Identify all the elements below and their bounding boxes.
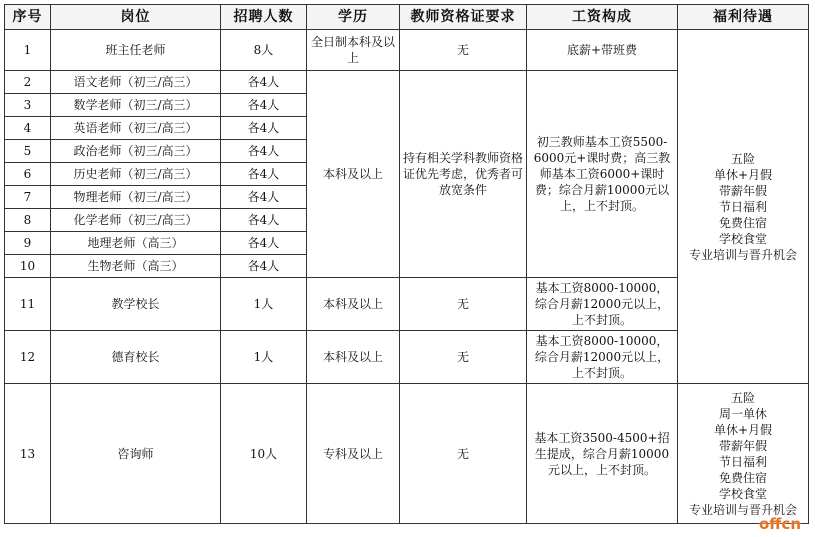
cell-education: 本科及以上 [307, 331, 400, 384]
cell-salary: 基本工资8000-10000，综合月薪12000元以上，上不封顶。 [527, 331, 678, 384]
welfare-item: 节日福利 [718, 199, 767, 214]
header-certificate: 教师资格证要求 [400, 5, 527, 30]
cell-count: 各4人 [221, 117, 307, 140]
cell-seq: 10 [5, 255, 51, 278]
cell-seq: 7 [5, 186, 51, 209]
welfare-item: 学校食堂 [718, 231, 767, 246]
cell-seq: 6 [5, 163, 51, 186]
table-row [5, 30, 809, 71]
cell-count: 8人 [221, 30, 307, 71]
cell-education: 全日制本科及以上 [307, 30, 400, 71]
cell-position: 政治老师（初三/高三） [51, 140, 221, 163]
cell-seq: 4 [5, 117, 51, 140]
header-position: 岗位 [51, 5, 221, 30]
watermark-logo: offcn [758, 515, 801, 533]
cell-position: 班主任老师 [51, 30, 221, 71]
welfare-item: 免费住宿 [718, 470, 767, 485]
cell-certificate: 无 [400, 30, 527, 71]
cell-position: 生物老师（高三） [51, 255, 221, 278]
cell-count: 各4人 [221, 186, 307, 209]
cell-position: 语文老师（初三/高三） [51, 71, 221, 94]
cell-seq: 5 [5, 140, 51, 163]
recruitment-table [4, 4, 809, 524]
cell-welfare-b [678, 384, 809, 524]
cell-count: 各4人 [221, 232, 307, 255]
cell-seq: 11 [5, 278, 51, 331]
cell-seq: 3 [5, 94, 51, 117]
cell-position: 德育校长 [51, 331, 221, 384]
cell-count: 各4人 [221, 255, 307, 278]
cell-position: 化学老师（初三/高三） [51, 209, 221, 232]
welfare-list-b [681, 390, 805, 518]
cell-position: 物理老师（初三/高三） [51, 186, 221, 209]
cell-count: 各4人 [221, 209, 307, 232]
welfare-item: 专业培训与晋升机会 [688, 247, 797, 262]
welfare-item: 五险 [730, 151, 755, 166]
welfare-item: 带薪年假 [718, 438, 767, 453]
cell-count: 1人 [221, 331, 307, 384]
cell-position: 教学校长 [51, 278, 221, 331]
cell-count: 10人 [221, 384, 307, 524]
welfare-item: 周一单休 [718, 406, 767, 421]
cell-seq: 8 [5, 209, 51, 232]
cell-count: 各4人 [221, 163, 307, 186]
cell-count: 各4人 [221, 94, 307, 117]
cell-certificate: 无 [400, 331, 527, 384]
welfare-item: 专业培训与晋升机会 [688, 502, 797, 517]
cell-position: 咨询师 [51, 384, 221, 524]
cell-salary: 初三教师基本工资5500-6000元+课时费；高三教师基本工资6000+课时费；综合月薪10000元以上，上不封顶。 [527, 71, 678, 278]
cell-seq: 13 [5, 384, 51, 524]
header-education: 学历 [307, 5, 400, 30]
cell-seq: 1 [5, 30, 51, 71]
cell-salary: 基本工资8000-10000，综合月薪12000元以上，上不封顶。 [527, 278, 678, 331]
cell-salary: 基本工资3500-4500+招生提成，综合月薪10000元以上，上不封顶。 [527, 384, 678, 524]
welfare-item: 学校食堂 [718, 486, 767, 501]
welfare-item: 节日福利 [718, 454, 767, 469]
cell-count: 各4人 [221, 71, 307, 94]
cell-education: 专科及以上 [307, 384, 400, 524]
cell-count: 1人 [221, 278, 307, 331]
cell-education: 本科及以上 [307, 278, 400, 331]
header-salary: 工资构成 [527, 5, 678, 30]
header-count: 招聘人数 [221, 5, 307, 30]
cell-position: 英语老师（初三/高三） [51, 117, 221, 140]
cell-certificate: 持有相关学科教师资格证优先考虑，优秀者可放宽条件 [400, 71, 527, 278]
cell-seq: 9 [5, 232, 51, 255]
cell-certificate: 无 [400, 278, 527, 331]
welfare-item: 免费住宿 [718, 215, 767, 230]
welfare-item: 五险 [730, 390, 755, 405]
cell-position: 数学老师（初三/高三） [51, 94, 221, 117]
welfare-item: 单休+月假 [713, 422, 773, 437]
cell-welfare-a [678, 30, 809, 384]
cell-position: 地理老师（高三） [51, 232, 221, 255]
welfare-item: 单休+月假 [713, 167, 773, 182]
cell-position: 历史老师（初三/高三） [51, 163, 221, 186]
header-seq: 序号 [5, 5, 51, 30]
cell-seq: 12 [5, 331, 51, 384]
cell-education: 本科及以上 [307, 71, 400, 278]
cell-certificate: 无 [400, 384, 527, 524]
cell-count: 各4人 [221, 140, 307, 163]
cell-seq: 2 [5, 71, 51, 94]
table-header-row [5, 5, 809, 30]
header-welfare: 福利待遇 [678, 5, 809, 30]
welfare-item: 带薪年假 [718, 183, 767, 198]
cell-salary: 底薪+带班费 [527, 30, 678, 71]
welfare-list-a [681, 151, 805, 263]
table-row [5, 384, 809, 524]
